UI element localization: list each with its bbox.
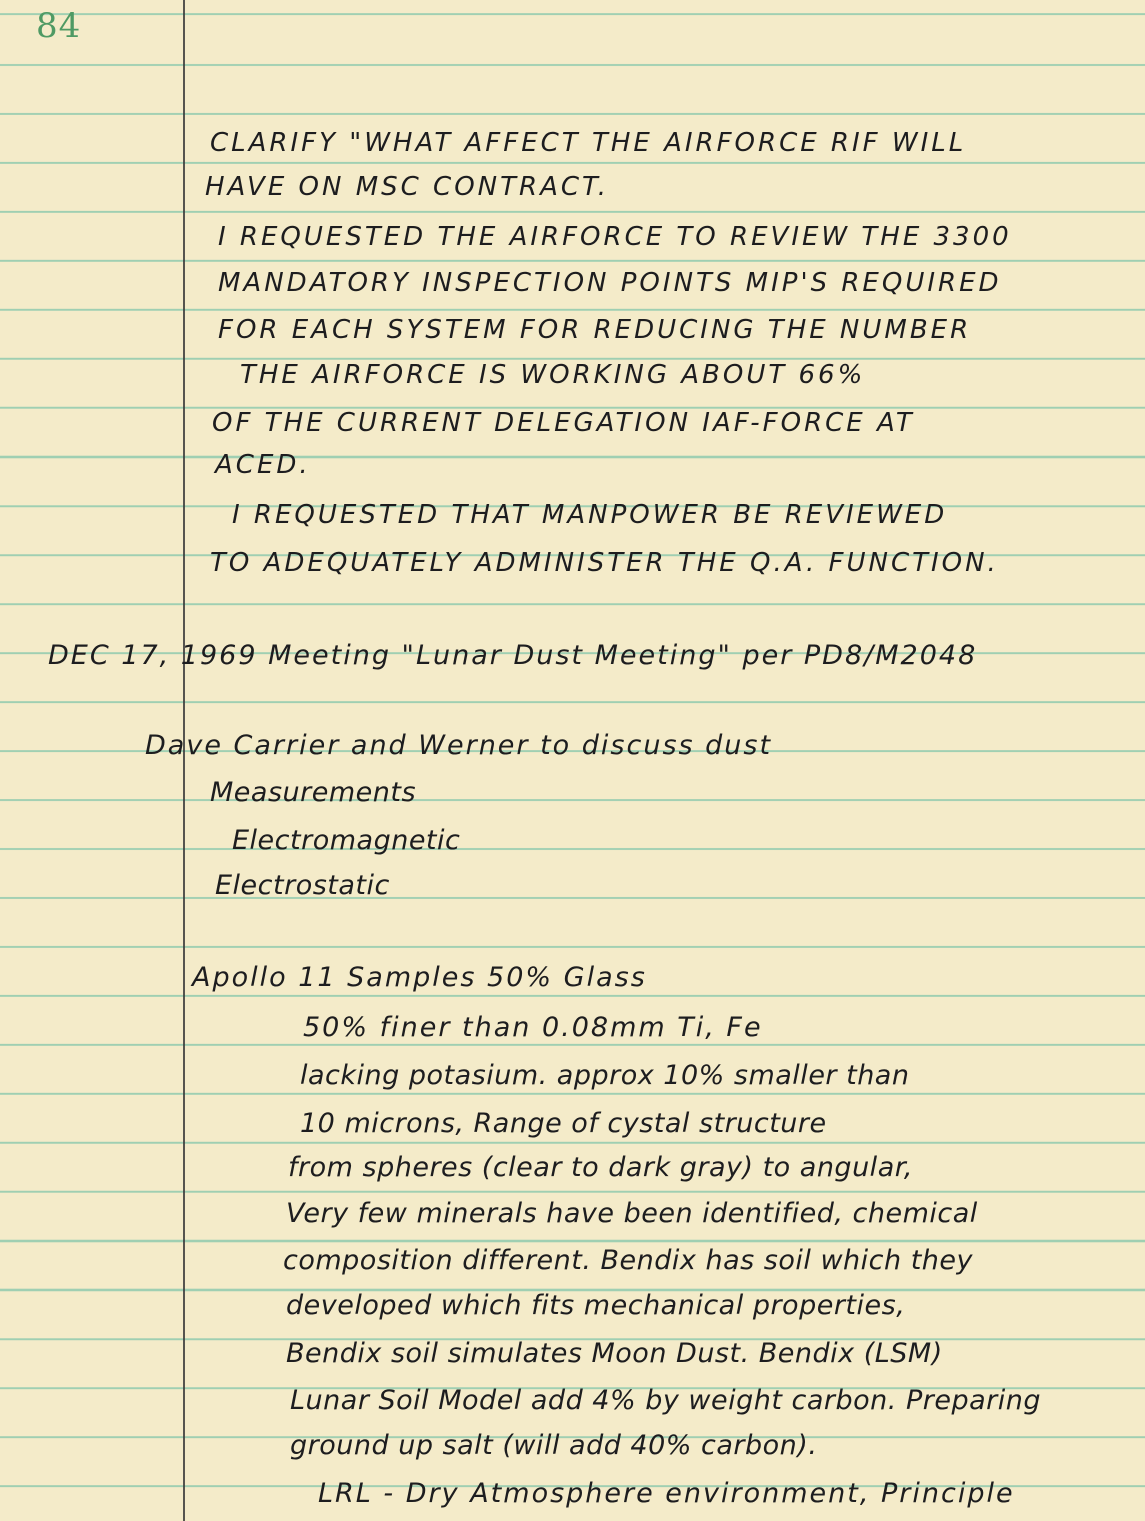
note-line: composition different. Bendix has soil which they [283,1245,973,1276]
note-line: HAVE ON MSC CONTRACT. [205,172,610,202]
note-line: THE AIRFORCE IS WORKING ABOUT 66% [240,360,866,390]
note-line: LRL - Dry Atmosphere environment, Principle [318,1478,1015,1509]
note-line: Very few minerals have been identified, chemical [286,1198,978,1229]
note-line: Bendix soil simulates Moon Dust. Bendix (LSM) [286,1338,943,1369]
page-number: 84 [36,6,82,46]
note-line: ground up salt (will add 40% carbon). [290,1430,818,1461]
note-line: Lunar Soil Model add 4% by weight carbon. Preparing [290,1385,1041,1416]
note-line: ACED. [215,450,311,480]
note-line: Electromagnetic [232,825,461,856]
note-line: TO ADEQUATELY ADMINISTER THE Q.A. FUNCTION. [210,548,999,578]
note-line: Dave Carrier and Werner to discuss dust [145,730,773,761]
note-line: Measurements [210,777,417,808]
note-line: I REQUESTED THE AIRFORCE TO REVIEW THE 3300 [218,222,1012,252]
note-line: developed which fits mechanical properties, [286,1290,906,1321]
note-line: from spheres (clear to dark gray) to angular, [288,1152,913,1183]
note-line: lacking potasium. approx 10% smaller than [300,1060,910,1091]
note-line: DEC 17, 1969 Meeting "Lunar Dust Meeting" per PD8/M2048 [48,640,978,671]
note-line: 10 microns, Range of cystal structure [300,1108,827,1139]
note-line: MANDATORY INSPECTION POINTS MIP'S REQUIRED [218,268,1002,298]
note-line: FOR EACH SYSTEM FOR REDUCING THE NUMBER [218,315,972,345]
note-line: I REQUESTED THAT MANPOWER BE REVIEWED [232,500,948,530]
note-line: CLARIFY "WHAT AFFECT THE AIRFORCE RIF WILL [210,128,967,158]
note-line: 50% finer than 0.08mm Ti, Fe [303,1012,763,1043]
note-line: OF THE CURRENT DELEGATION IAF-FORCE AT [212,408,915,438]
note-line: Apollo 11 Samples 50% Glass [192,962,647,993]
note-line: Electrostatic [215,870,390,901]
